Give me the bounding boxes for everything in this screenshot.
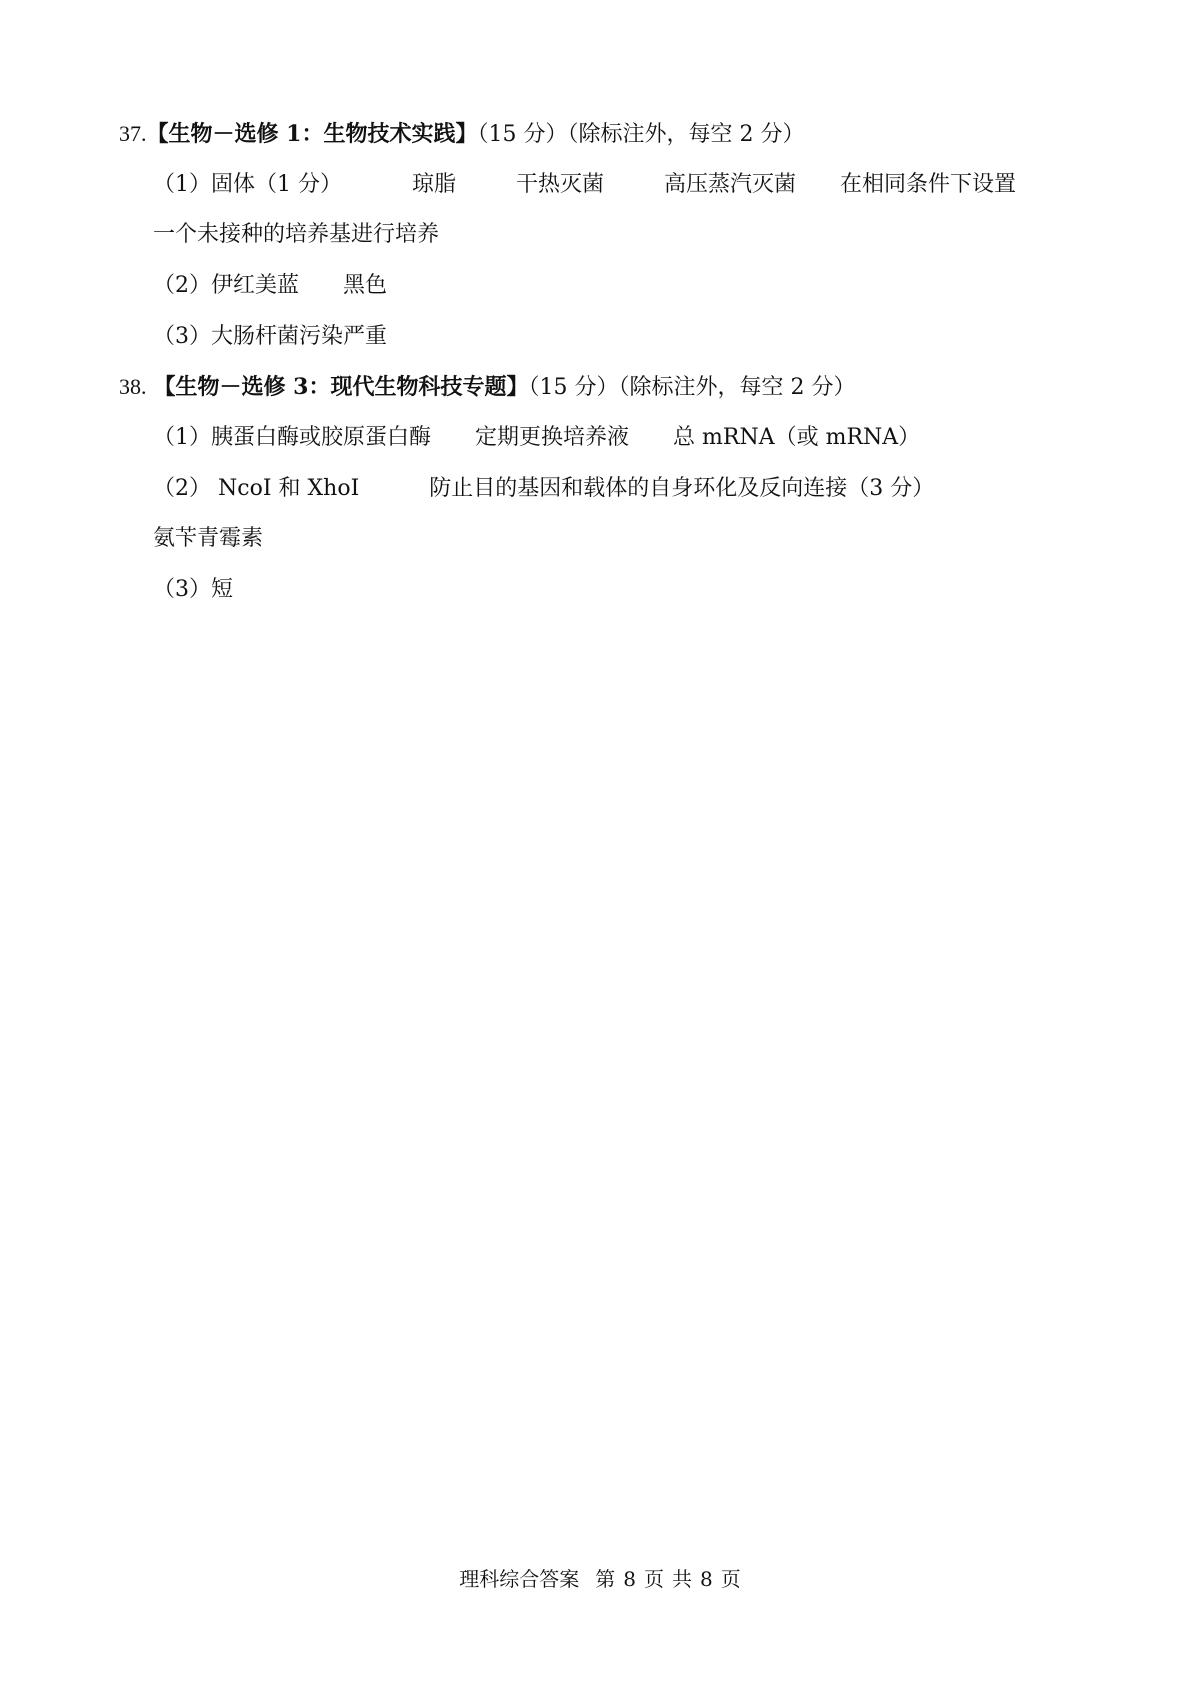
q38-part2-answer2: 防止目的基因和载体的自身环化及反向连接（3 分） <box>429 476 935 501</box>
q37-part1-answer1: 固体（1 分） <box>211 172 342 197</box>
q37-part1-answer2: 琼脂 <box>412 172 457 197</box>
q38-number: 38. <box>119 374 147 399</box>
q37-part1-label: （1） <box>153 172 211 197</box>
q38-part3-label: （3） <box>153 577 211 602</box>
page-footer <box>0 1565 1200 1593</box>
q38-part2-answer1: NcoI 和 XhoI <box>218 476 360 501</box>
q37-part1-answer4: 高压蒸汽灭菌 <box>664 172 797 197</box>
footer-total-prefix: 共 <box>672 1567 692 1591</box>
q38-title: 【生物－选修 3：现代生物科技专题】 <box>153 374 529 400</box>
q37-part1 <box>153 170 1016 200</box>
q38-part1-answer1: 胰蛋白酶或胶原蛋白酶 <box>211 425 432 450</box>
q37-header <box>119 119 804 150</box>
q37-part1-continuation <box>153 220 439 250</box>
footer-total-unit: 页 <box>720 1567 741 1591</box>
q37-part2-label: （2） <box>153 273 211 298</box>
q38-part2-continuation <box>153 524 263 554</box>
q38-header <box>119 372 855 403</box>
q38-part3 <box>153 575 233 605</box>
q37-title: 【生物－选修 1：生物技术实践】 <box>146 121 478 147</box>
footer-page-unit: 页 <box>644 1567 664 1591</box>
q37-number: 37. <box>119 121 147 146</box>
q38-part1-label: （1） <box>153 425 211 450</box>
q37-part2-answer2: 黑色 <box>343 273 388 298</box>
footer-page-prefix: 第 <box>595 1567 616 1591</box>
q37-score: （15 分）（除标注外，每空 2 分） <box>477 122 805 147</box>
q37-part2-answer1: 伊红美蓝 <box>211 273 300 298</box>
q38-part1 <box>153 423 920 453</box>
q38-part2 <box>153 474 934 504</box>
q38-score: （15 分）（除标注外，每空 2 分） <box>528 375 856 400</box>
q37-part3-label: （3） <box>153 324 211 349</box>
q37-part2 <box>153 271 387 301</box>
q38-part1-answer3: 总 mRNA（或 mRNA） <box>673 425 921 450</box>
q37-part1-answer3: 干热灭菌 <box>516 172 605 197</box>
q38-part2-label: （2） <box>153 476 211 501</box>
q37-part3-answer1: 大肠杆菌污染严重 <box>211 324 388 349</box>
q37-part1-answer5: 在相同条件下设置 <box>840 172 1017 197</box>
q38-part1-answer2: 定期更换培养液 <box>475 425 630 450</box>
footer-page-current: 8 <box>623 1567 636 1591</box>
q38-part2-answer3: 氨苄青霉素 <box>153 526 264 551</box>
footer-page-total: 8 <box>700 1567 713 1591</box>
q37-part3 <box>153 322 387 352</box>
footer-title: 理科综合答案 <box>459 1567 580 1591</box>
q37-part1-answer5-cont: 一个未接种的培养基进行培养 <box>153 222 440 247</box>
q38-part3-answer1: 短 <box>211 577 234 602</box>
